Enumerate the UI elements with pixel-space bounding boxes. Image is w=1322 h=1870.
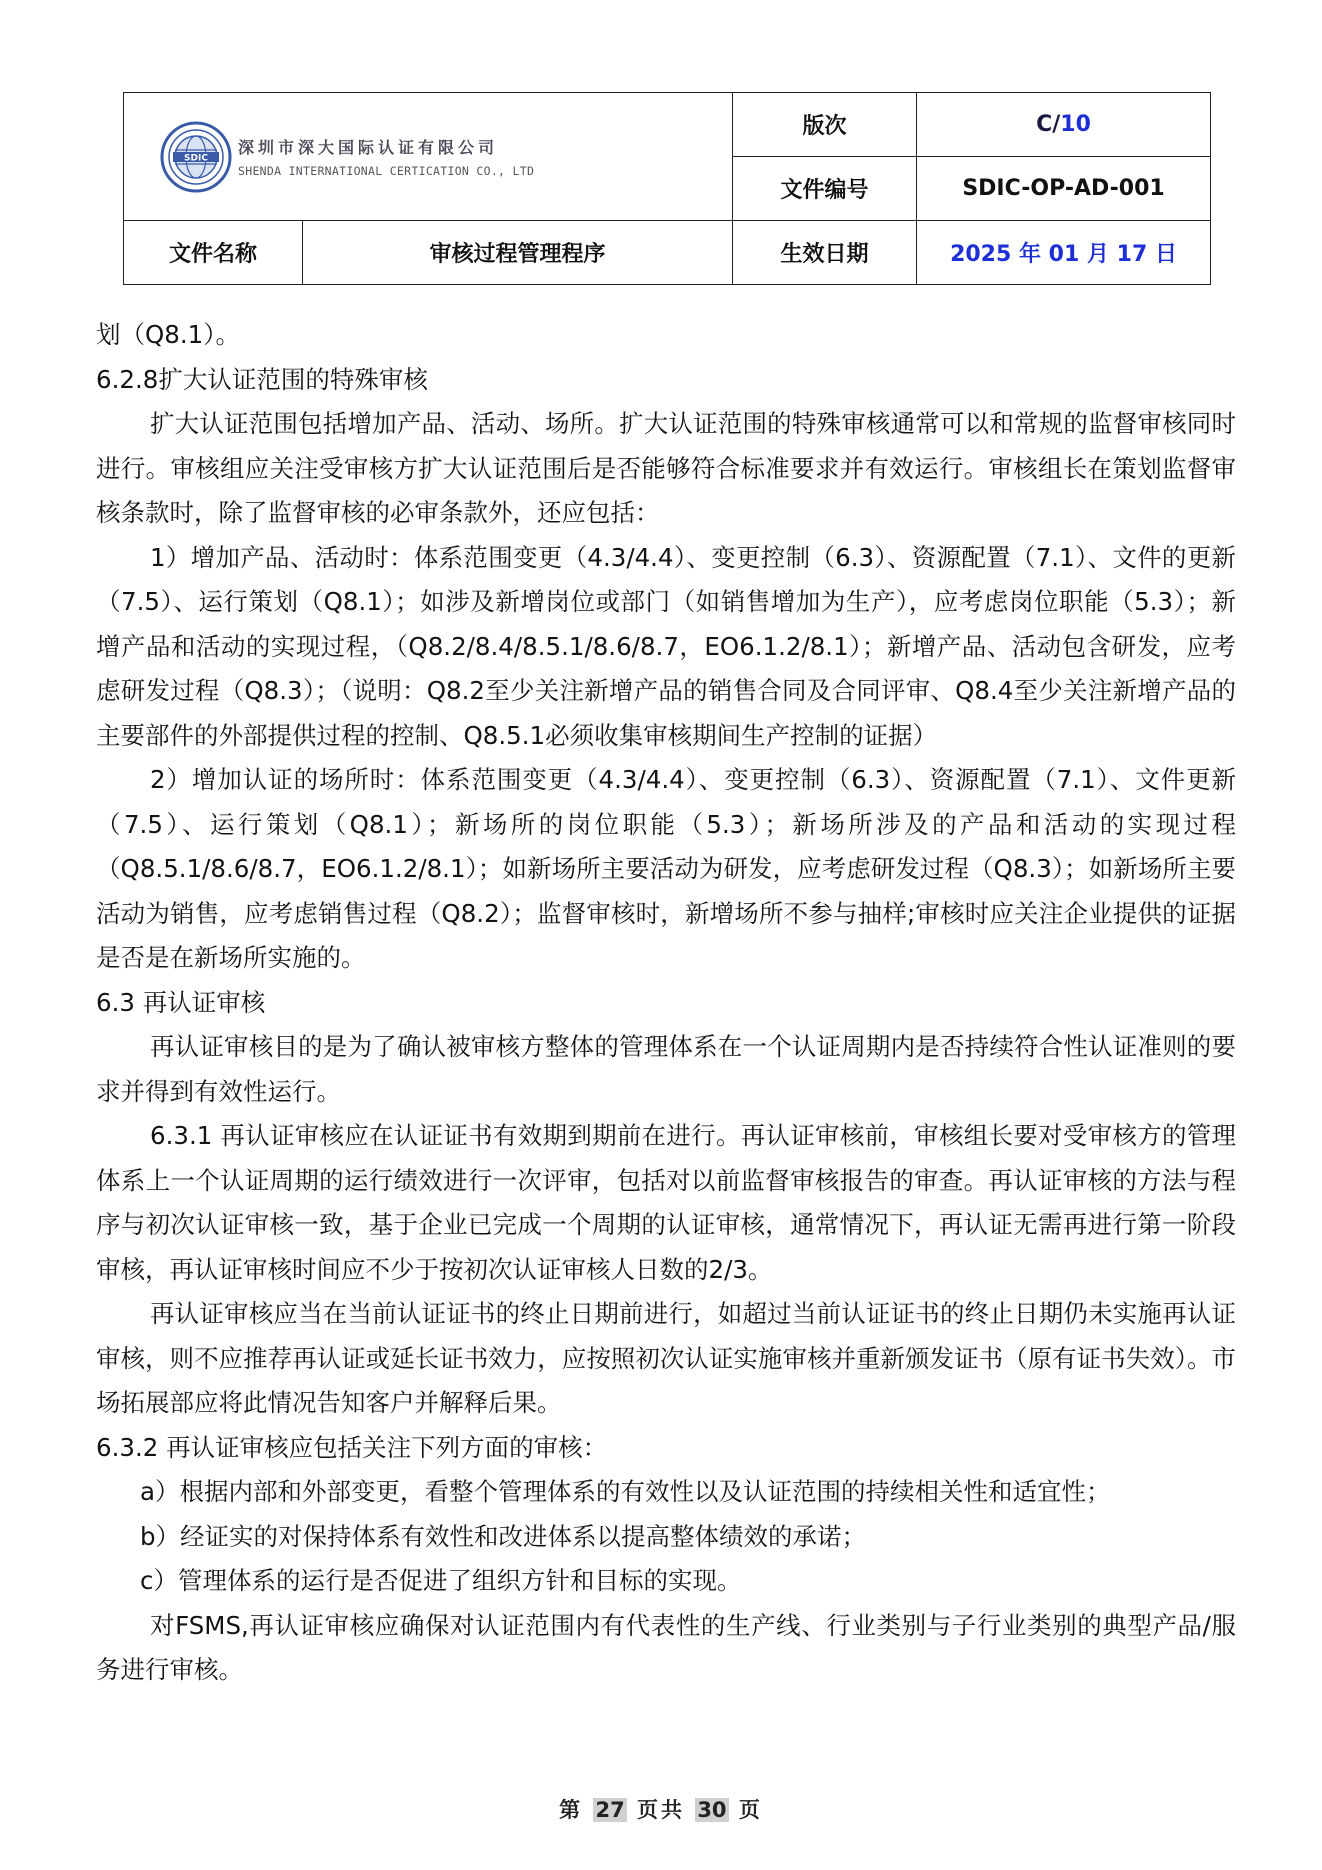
logo-text: SDIC [184,153,208,163]
section-heading-6-2-8: 6.2.8扩大认证范围的特殊审核 [96,364,428,394]
section-heading-6-3-2: 6.3.2 再认证审核应包括关注下列方面的审核： [96,1432,608,1462]
paragraph-add-sites: 2）增加认证的场所时：体系范围变更（4.3/4.4）、变更控制（6.3）、资源配置（7.1）、文件更新（7.5）、运行策划（Q8.1）；新场所的岗位职能（5.3）；新场所涉及的产品和活动的实现过程（Q8.5.1/8.6/8.7，EO6.1.2/8.1）；如新场所主要活动为研发，应考虑研发过程（Q8.3）；如新场所主要活动为销售，应考虑销售过程（Q8.2）；监督审核时，新增场所不参与抽样;审核时应关注企业提供的证据是否是在新场所实施的。 [96,765,1236,972]
paragraph-continuation: 划（Q8.1）。 [96,320,240,349]
version-value [917,93,1211,157]
date-year: 2025 [950,242,1012,267]
version-letter: C/ [1036,112,1061,137]
effective-date-label: 生效日期 [733,221,917,285]
page-footer [0,1794,1322,1824]
company-logo-cell [124,93,733,221]
list-item-a: a）根据内部和外部变更，看整个管理体系的有效性以及认证范围的持续相关性和适宜性； [140,1477,1111,1506]
sdic-logo-icon [160,121,232,193]
date-month: 01 [1048,242,1080,267]
effective-date-value [917,221,1211,285]
footer-prefix: 第 [559,1798,584,1822]
paragraph-6-3-1: 6.3.1 再认证审核应在认证证书有效期到期前在进行。再认证审核前，审核组长要对受审核方的管理体系上一个认证周期的运行绩效进行一次评审，包括对以前监督审核报告的审查。再认证审核的方法与程序与初次认证审核一致，基于企业已完成一个周期的认证审核，通常情况下，再认证无需再进行第一阶段审核，再认证审核时间应不少于按初次认证审核人日数的2/3。 [96,1121,1236,1284]
paragraph-scope-extension: 扩大认证范围包括增加产品、活动、场所。扩大认证范围的特殊审核通常可以和常规的监督审核同时进行。审核组应关注受审核方扩大认证范围后是否能够符合标准要求并有效运行。审核组长在策划监督审核条款时，除了监督审核的必审条款外，还应包括： [96,409,1236,527]
section-heading-6-3: 6.3 再认证审核 [96,987,266,1017]
footer-suffix: 页 [738,1798,763,1822]
footer-middle: 页共 [637,1798,685,1822]
doc-number-label: 文件编号 [733,157,917,221]
document-body [96,313,1236,1693]
doc-number-value: SDIC-OP-AD-001 [917,157,1211,221]
paragraph-fsms: 对FSMS,再认证审核应确保对认证范围内有代表性的生产线、行业类别与子行业类别的典型产品/服务进行审核。 [96,1610,1236,1684]
doc-name-value: 审核过程管理程序 [303,221,733,285]
list-item-b: b）经证实的对保持体系有效性和改进体系以提高整体绩效的承诺； [140,1521,867,1551]
company-name-en: SHENDA INTERNATIONAL CERTICATION CO., LTD [238,164,535,178]
paragraph-recert-timing: 再认证审核应当在当前认证证书的终止日期前进行，如超过当前认证证书的终止日期仍未实施再认证审核，则不应推荐再认证或延长证书效力，应按照初次认证实施审核并重新颁发证书（原有证书失效）。市场拓展部应将此情况告知客户并解释后果。 [96,1299,1236,1417]
document-header-table [123,92,1211,285]
paragraph-add-products: 1）增加产品、活动时：体系范围变更（4.3/4.4）、变更控制（6.3）、资源配置（7.1）、文件的更新（7.5）、运行策划（Q8.1）；如涉及新增岗位或部门（如销售增加为生产），应考虑岗位职能（5.3）；新增产品和活动的实现过程，（Q8.2/8.4/8.5.1/8.6/8.7，EO6.1.2/8.1）；新增产品、活动包含研发，应考虑研发过程（Q8.3）；（说明：Q8.2至少关注新增产品的销售合同及合同评审、Q8.4至少关注新增产品的主要部件的外部提供过程的控制、Q8.5.1必须收集审核期间生产控制的证据） [96,542,1236,750]
company-name-cn: 深圳市深大国际认证有限公司 [238,138,499,157]
total-page-count: 30 [697,1798,727,1822]
list-item-c: c）管理体系的运行是否促进了组织方针和目标的实现。 [140,1566,742,1595]
current-page-number: 27 [595,1798,625,1822]
version-label: 版次 [733,93,917,157]
doc-name-label: 文件名称 [124,221,303,285]
date-day-unit: 日 [1154,242,1177,267]
date-month-unit: 月 [1086,242,1109,267]
version-number: 10 [1060,112,1091,137]
date-year-unit: 年 [1018,242,1041,267]
date-day: 17 [1116,242,1148,267]
paragraph-recert-purpose: 再认证审核目的是为了确认被审核方整体的管理体系在一个认证周期内是否持续符合性认证准则的要求并得到有效性运行。 [96,1032,1236,1106]
